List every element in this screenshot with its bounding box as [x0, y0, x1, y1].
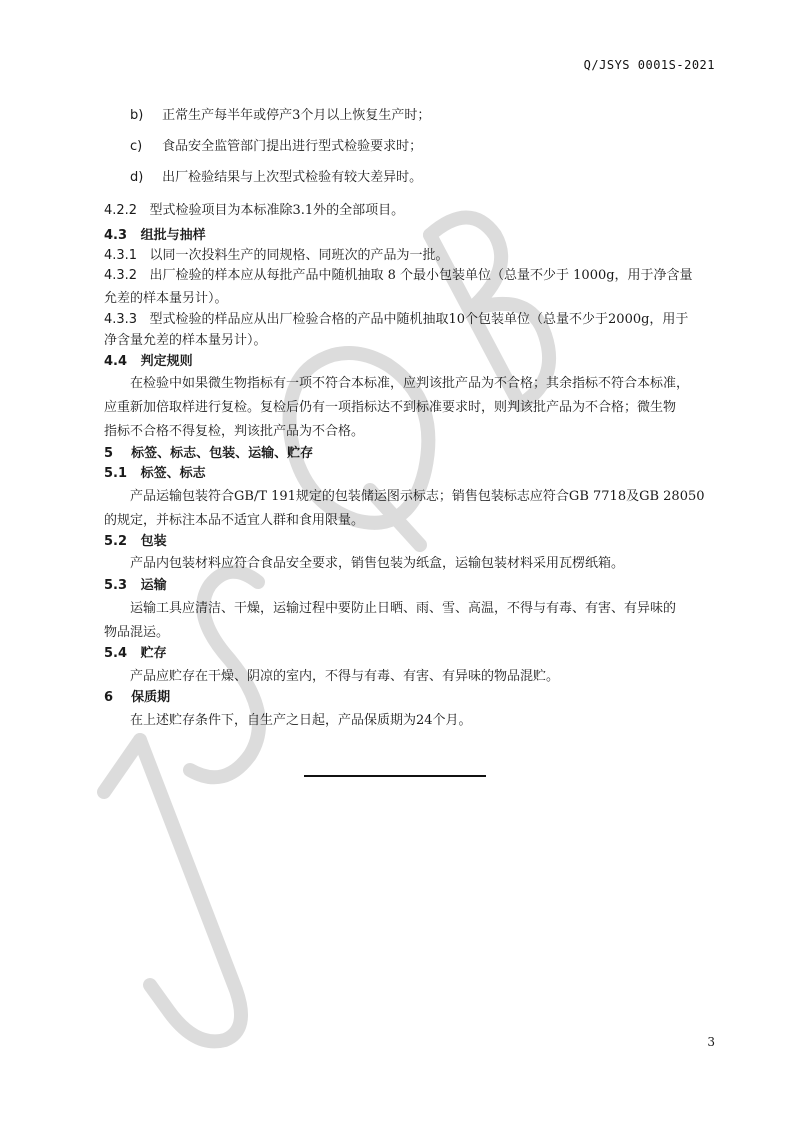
paragraph-line: 在上述贮存条件下，自生产之日起，产品保质期为24个月。: [130, 713, 472, 728]
clause-4-3-1: [104, 246, 449, 266]
section-number: 4.3: [104, 228, 128, 243]
section-number: 5.3: [104, 578, 128, 593]
section-heading-5-4: [104, 644, 167, 664]
chapter-heading-5: [104, 444, 313, 464]
list-item-text: 出厂检验结果与上次型式检验有较大差异时。: [162, 170, 423, 185]
end-rule: [304, 775, 486, 777]
list-item-label: b): [130, 108, 144, 123]
clause-text: 出厂检验的样本应从每批产品中随机抽取 8 个最小包装单位（总量不少于 1000g，用于净含量: [149, 268, 693, 283]
chapter-title: 标签、标志、包装、运输、贮存: [131, 446, 314, 461]
section-title: 组批与抽样: [140, 228, 206, 243]
paragraph-line: 指标不合格不得复检，判该批产品为不合格。: [104, 424, 365, 439]
section-number: 5.2: [104, 534, 128, 549]
chapter-number: 5: [104, 446, 114, 461]
section-title: 判定规则: [140, 354, 193, 369]
list-item-label: d): [130, 170, 144, 185]
clause-number: 4.2.2: [104, 203, 138, 218]
paragraph-line: 产品内包装材料应符合食品安全要求，销售包装为纸盒，运输包装材料采用瓦楞纸箱。: [130, 556, 625, 571]
clause-text: 型式检验的样品应从出厂检验合格的产品中随机抽取10个包装单位（总量不少于2000g，用于: [149, 312, 689, 327]
section-number: 5.4: [104, 646, 128, 661]
list-item-text: 食品安全监管部门提出进行型式检验要求时；: [162, 139, 423, 154]
clause-4-3-2: [104, 266, 693, 286]
chapter-heading-6: [104, 688, 170, 708]
clause-number: 4.3.1: [104, 248, 138, 263]
list-item-text: 正常生产每半年或停产3个月以上恢复生产时；: [162, 108, 431, 123]
clause-text-continued: 净含量允差的样本量另计）。: [104, 333, 267, 348]
list-item: [130, 137, 422, 157]
section-heading-5-2: [104, 532, 167, 552]
section-title: 运输: [140, 578, 167, 593]
clause-text-continued: 允差的样本量另计）。: [104, 291, 228, 306]
section-title: 贮存: [140, 646, 167, 661]
chapter-title: 保质期: [131, 690, 171, 705]
clause-text: 型式检验项目为本标准除3.1外的全部项目。: [149, 203, 405, 218]
section-title: 标签、标志: [140, 466, 206, 481]
list-item-label: c): [130, 139, 143, 154]
standard-code: Q/JSYS 0001S-2021: [583, 58, 715, 72]
section-heading-4-4: [104, 352, 193, 372]
section-title: 包装: [140, 534, 167, 549]
list-item: [130, 106, 430, 126]
chapter-number: 6: [104, 690, 114, 705]
paragraph-line: 的规定，并标注本品不适宜人群和食用限量。: [104, 513, 365, 528]
clause-4-2-2: [104, 201, 404, 221]
section-number: 5.1: [104, 466, 128, 481]
section-heading-4-3: [104, 226, 206, 246]
clause-4-3-3: [104, 310, 688, 330]
paragraph-line: 产品应贮存在干燥、阴凉的室内，不得与有毒、有害、有异味的物品混贮。: [130, 669, 560, 684]
section-heading-5-1: [104, 464, 206, 484]
page-number: 3: [707, 1035, 715, 1049]
paragraph-line: 应重新加倍取样进行复检。复检后仍有一项指标达不到标准要求时，则判该批产品为不合格；微生物: [104, 400, 677, 415]
clause-text: 以同一次投料生产的同规格、同班次的产品为一批。: [149, 248, 449, 263]
clause-number: 4.3.2: [104, 268, 138, 283]
section-heading-5-3: [104, 576, 167, 596]
paragraph-line: 运输工具应清洁、干燥，运输过程中要防止日晒、雨、雪、高温，不得与有毒、有害、有异味的: [130, 601, 677, 616]
section-number: 4.4: [104, 354, 128, 369]
paragraph-line: 在检验中如果微生物指标有一项不符合本标准，应判该批产品为不合格；其余指标不符合本标准，: [130, 376, 690, 391]
paragraph-line: 产品运输包装符合GB/T 191规定的包装储运图示标志；销售包装标志应符合GB 7718及GB 28050: [130, 489, 705, 504]
clause-number: 4.3.3: [104, 312, 138, 327]
paragraph-line: 物品混运。: [104, 625, 170, 640]
list-item: [130, 168, 422, 188]
